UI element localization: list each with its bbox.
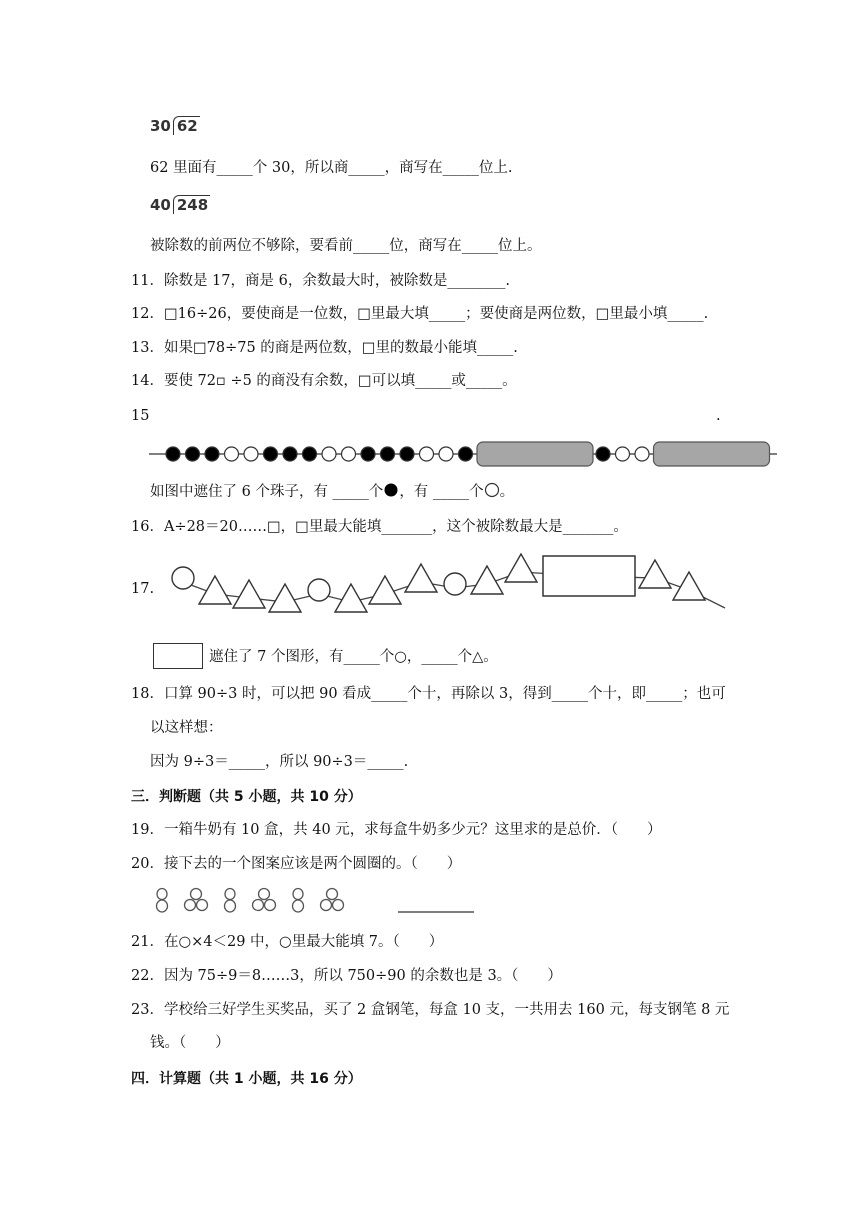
question-21: 21．在○×4＜29 中，○里最大能填 7。（ ） [131, 934, 444, 950]
white-bead-icon [484, 482, 500, 498]
question-15-text [150, 482, 514, 502]
bead-string-figure [145, 437, 785, 471]
black-bead [264, 447, 278, 461]
black-bead [459, 447, 473, 461]
question-22: 22．因为 75÷9＝8……3，所以 750÷90 的余数也是 3。（ ） [131, 968, 562, 984]
cover-box [543, 556, 635, 596]
divisor: 30 [150, 117, 171, 135]
question-11: 11．除数是 17，商是 6，余数最大时，被除数是________. [131, 273, 510, 289]
two-circle-pattern [293, 889, 304, 913]
text-248-explanation: 被除数的前两位不够除，要看前_____位，商写在_____位上。 [150, 238, 542, 254]
long-division-30-62 [150, 116, 200, 135]
question-23-line-1: 23．学校给三好学生买奖品，买了 2 盒钢笔，每盒 10 支，一共用去 160 元，每支钢笔 8 元 [131, 1002, 730, 1018]
question-17-text: 遮住了 7 个图形，有_____个○，_____个△。 [209, 649, 498, 665]
question-19: 19．一箱牛奶有 10 盒，共 40 元，求每盒牛奶多少元？这里求的是总价．（ ） [131, 822, 662, 838]
black-bead [205, 447, 219, 461]
dividend: 248 [173, 195, 210, 214]
white-bead [439, 447, 453, 461]
triangle-shape [233, 580, 265, 608]
black-bead [303, 447, 317, 461]
black-bead [166, 447, 180, 461]
triangle-shape [335, 584, 367, 612]
black-bead [400, 447, 414, 461]
white-bead [635, 447, 649, 461]
question-16: 16．A÷28＝20……□，□里最大能填_______，这个被除数最大是_______。 [131, 519, 628, 535]
section-4-heading: 四．计算题（共 1 小题，共 16 分） [131, 1071, 362, 1087]
two-circle-pattern [157, 889, 168, 913]
question-18-line-3: 因为 9÷3＝_____，所以 90÷3＝_____. [150, 754, 409, 770]
circle-shape [308, 579, 330, 601]
three-circle-pattern [253, 889, 276, 911]
question-15-number: 15 [131, 408, 150, 424]
cover-bar [654, 442, 770, 466]
long-division-40-248 [150, 195, 210, 214]
q15-text-part-a: 如图中遮住了 6 个珠子，有 _____个 [150, 484, 384, 500]
shape-string-figure [155, 550, 735, 630]
question-17-number: 17. [131, 581, 155, 597]
divisor: 40 [150, 196, 171, 214]
q15-text-part-b: ，有 _____个 [399, 484, 484, 500]
circle-shape [444, 573, 466, 595]
black-bead [596, 447, 610, 461]
section-3-heading: 三．判断题（共 5 小题，共 10 分） [131, 789, 362, 805]
question-14: 14．要使 72▫ ÷5 的商没有余数，□可以填_____或_____。 [131, 373, 517, 389]
two-circle-pattern [225, 889, 236, 913]
question-23-line-2: 钱。（ ） [150, 1035, 230, 1051]
question-12: 12．□16÷26，要使商是一位数，□里最大填_____；要使商是两位数，□里最小填_____. [131, 306, 709, 322]
q15-text-part-c: 。 [499, 484, 515, 500]
three-circle-pattern [185, 889, 208, 911]
question-18-line-2: 以这样想： [150, 720, 223, 736]
triangle-shape [505, 554, 537, 582]
cover-box-icon [153, 643, 203, 669]
cover-bar [477, 442, 593, 466]
black-bead-icon [383, 482, 399, 498]
black-bead [381, 447, 395, 461]
question-18-line-1: 18．口算 90÷3 时，可以把 90 看成_____个十，再除以 3，得到_____个十，即_____；也可 [131, 686, 726, 702]
three-circle-pattern [321, 889, 344, 911]
black-bead [186, 447, 200, 461]
white-bead [342, 447, 356, 461]
circle-pattern-figure [150, 884, 490, 918]
white-bead [225, 447, 239, 461]
triangle-shape [639, 560, 671, 588]
question-20: 20．接下去的一个图案应该是两个圆圈的。（ ） [131, 856, 462, 872]
triangle-shape [269, 584, 301, 612]
white-bead [616, 447, 630, 461]
white-bead [244, 447, 258, 461]
question-13: 13．如果□78÷75 的商是两位数，□里的数最小能填_____. [131, 340, 518, 356]
dividend: 62 [173, 116, 200, 135]
black-bead [361, 447, 375, 461]
black-bead [283, 447, 297, 461]
white-bead [322, 447, 336, 461]
text-62-explanation: 62 里面有_____个 30，所以商_____，商写在_____位上. [150, 160, 513, 176]
triangle-shape [405, 564, 437, 592]
question-15-dot: . [716, 408, 721, 424]
white-bead [420, 447, 434, 461]
circle-shape [172, 567, 194, 589]
